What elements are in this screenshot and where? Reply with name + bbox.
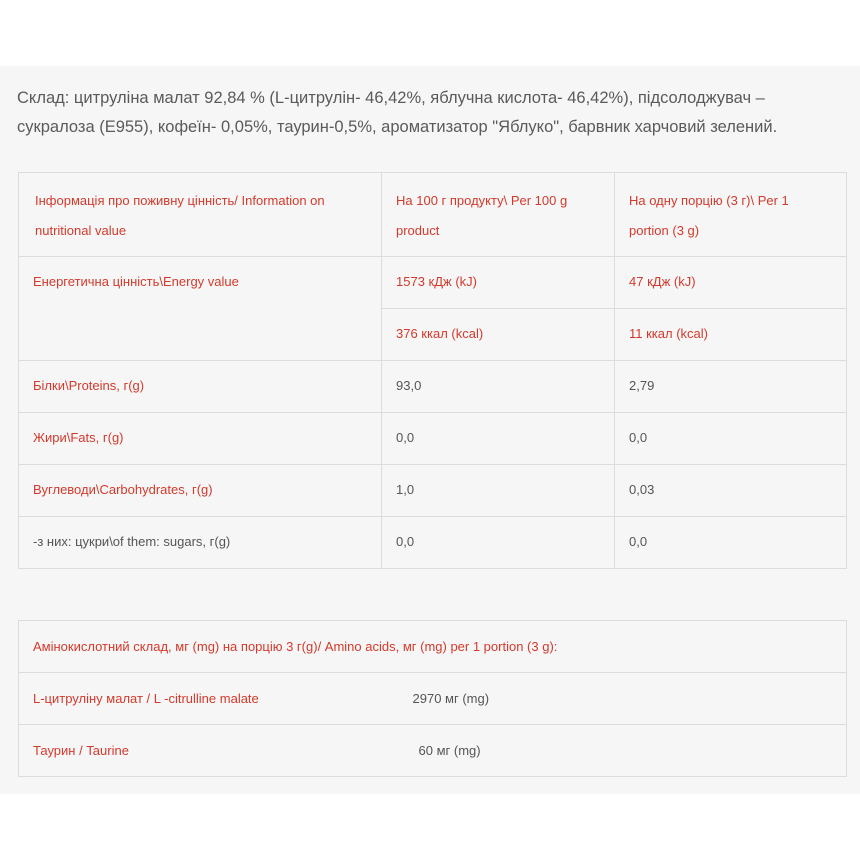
energy-kcal-portion: 11 ккал (kcal)	[615, 309, 847, 361]
composition-text: Склад: цитруліна малат 92,84 % (L-цитрулін- 46,42%, яблучна кислота- 46,42%), підсолоджувач – сукралоза (E955), кофеїн- 0,05%, таурин-0,5%, ароматизатор "Яблуко", барвник харчовий зелений.	[17, 89, 778, 136]
header-cell-info: Інформація про поживну цінність/ Information on nutritional value	[19, 173, 382, 257]
amino-title-row	[19, 621, 847, 673]
header-cell-portion: На одну порцію (3 г)\ Per 1 portion (3 g)	[615, 173, 847, 257]
header-cell-per100: На 100 г продукту\ Per 100 g product	[382, 173, 615, 257]
table-row-sugars	[19, 517, 847, 569]
energy-kj-per100: 1573 кДж (kJ)	[382, 257, 615, 309]
row-label: Білки\Proteins, г(g)	[19, 361, 382, 413]
row-label: -з них: цукри\of them: sugars, г(g)	[19, 517, 382, 569]
amino-value: 2970 мг (mg)	[399, 673, 847, 725]
amino-label: Таурин / Taurine	[19, 725, 399, 777]
row-per100: 1,0	[382, 465, 615, 517]
table-row-proteins	[19, 361, 847, 413]
amino-acids-table	[18, 620, 847, 777]
row-portion: 2,79	[615, 361, 847, 413]
row-per100: 0,0	[382, 517, 615, 569]
row-portion: 0,0	[615, 413, 847, 465]
table-row-fats	[19, 413, 847, 465]
table-row-carbohydrates	[19, 465, 847, 517]
energy-kcal-per100: 376 ккал (kcal)	[382, 309, 615, 361]
energy-label: Енергетична цінність\Energy value	[19, 257, 382, 361]
amino-label: L-цитруліну малат / L -citrulline malate	[19, 673, 399, 725]
row-label: Жири\Fats, г(g)	[19, 413, 382, 465]
energy-kj-portion: 47 кДж (kJ)	[615, 257, 847, 309]
table-header-row	[19, 173, 847, 257]
row-label: Вуглеводи\Carbohydrates, г(g)	[19, 465, 382, 517]
row-portion: 0,03	[615, 465, 847, 517]
amino-value: 60 мг (mg)	[399, 725, 847, 777]
nutrition-table	[18, 172, 847, 569]
row-per100: 93,0	[382, 361, 615, 413]
amino-title: Амінокислотний склад, мг (mg) на порцію 3 г(g)/ Amino acids, мг (mg) per 1 portion (3 g):	[19, 621, 847, 673]
row-per100: 0,0	[382, 413, 615, 465]
row-portion: 0,0	[615, 517, 847, 569]
amino-row-taurine	[19, 725, 847, 777]
amino-row-citrulline	[19, 673, 847, 725]
table-row-energy-kj	[19, 257, 847, 309]
